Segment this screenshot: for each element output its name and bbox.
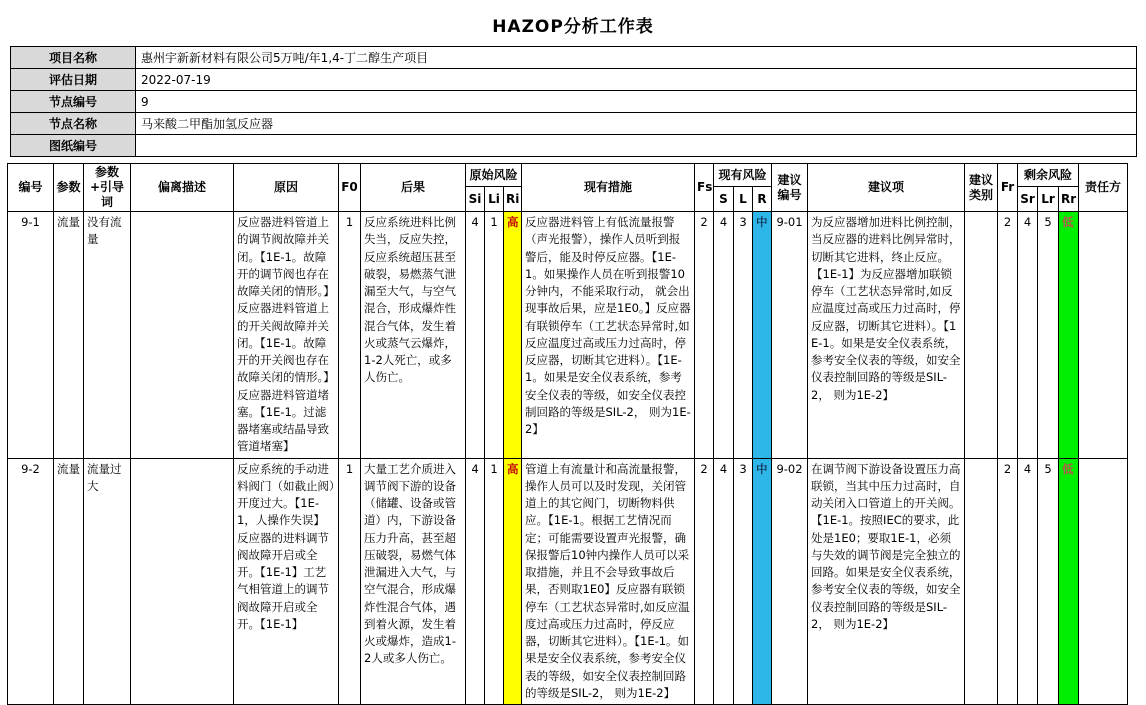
- cell-measures: 反应器进料管上有低流量报警（声光报警），操作人员听到报警后，能及时停反应器。【1E-1。如果操作人员在听到报警10分钟内，不能采取行动， 就会出现事故后果，应是1E0。】反应器有联锁停车（工艺状态异常时,如反应温度过高或压力过高时，停反应器，切断其它进料）。【1E-1。如果是安全仪表系统，参考安全仪表的等级，如安全仪表控制回路的等级是SIL-2， 则为1E-2】: [522, 212, 695, 459]
- cell-param: 流量: [54, 458, 84, 705]
- cell-r-risk-badge: 中: [753, 212, 772, 459]
- cell-fr: 2: [998, 458, 1018, 705]
- col-header-measures: 现有措施: [522, 164, 695, 212]
- cell-fs: 2: [695, 458, 714, 705]
- cell-si: 4: [466, 212, 485, 459]
- cell-f0: 1: [339, 458, 361, 705]
- cell-s: 4: [714, 212, 734, 459]
- hazop-row-9-1: [8, 212, 1128, 459]
- cell-li: 1: [485, 458, 504, 705]
- cell-lr: 5: [1038, 458, 1059, 705]
- col-header-residual-risk: 剩余风险: [1018, 164, 1079, 187]
- info-row-node-name: [11, 113, 1137, 135]
- col-header-f0: F0: [339, 164, 361, 212]
- hazop-worksheet-table: [7, 163, 1128, 705]
- project-info-table: [10, 46, 1137, 157]
- col-header-rec-no: 建议编号: [772, 164, 808, 212]
- cell-deviation: [131, 212, 234, 459]
- info-row-project-name: [11, 47, 1137, 69]
- col-header-param: 参数: [54, 164, 84, 212]
- col-header-l: L: [734, 187, 753, 212]
- node-name-label: 节点名称: [11, 113, 136, 135]
- cell-rr-risk-badge: 低: [1059, 212, 1079, 459]
- cell-sr: 4: [1018, 458, 1038, 705]
- cell-guideword: 流量过大: [84, 458, 131, 705]
- cell-lr: 5: [1038, 212, 1059, 459]
- col-header-responsible: 责任方: [1079, 164, 1128, 212]
- col-header-no: 编号: [8, 164, 54, 212]
- drawing-number-value: [136, 135, 1137, 157]
- col-header-consequence: 后果: [361, 164, 466, 212]
- cell-li: 1: [485, 212, 504, 459]
- cell-no: 9-1: [8, 212, 54, 459]
- cell-rr-risk-badge: 低: [1059, 458, 1079, 705]
- cell-param: 流量: [54, 212, 84, 459]
- info-row-assessment-date: [11, 69, 1137, 91]
- assessment-date-label: 评估日期: [11, 69, 136, 91]
- header-row-top: [8, 164, 1128, 187]
- cell-s: 4: [714, 458, 734, 705]
- cell-l: 3: [734, 458, 753, 705]
- cell-consequence: 反应系统进料比例失当，反应失控，反应系统超压甚至破裂，易燃蒸气泄漏至大气，与空气混合，形成爆炸性混合气体，发生着火或蒸气云爆炸，1-2人死亡，或多人伤亡。: [361, 212, 466, 459]
- cell-cause: 反应系统的手动进料阀门（如截止阀）开度过大。【1E-1，人操作失误】反应器的进料调节阀故障开启或全开。【1E-1】工艺气相管道上的调节阀故障开启或全开。【1E-1】: [234, 458, 339, 705]
- col-header-recommendation: 建议项: [808, 164, 965, 212]
- page-title: HAZOP分析工作表: [492, 17, 654, 37]
- col-header-si: Si: [466, 187, 485, 212]
- col-header-rec-category: 建议类别: [965, 164, 998, 212]
- cell-consequence: 大量工艺介质进入调节阀下游的设备（储罐、设备或管道）内，下游设备压力升高，甚至超压破裂，易燃气体泄漏进入大气，与空气混合，形成爆炸性混合气体，遇到着火源，发生着火或爆炸，造成1-2人或多人伤亡。: [361, 458, 466, 705]
- cell-measures: 管道上有流量计和高流量报警，操作人员可以及时发现，关闭管道上的其它阀门，切断物料供应。【1E-1。根据工艺情况而定；可能需要设置声光报警，确保报警后10钟内操作人员可以采取措施，并且不会导致事故后果，否则取1E0】反应器有联锁停车（工艺状态异常时,如反应温度过高或压力过高时，停反应器，切断其它进料）。【1E-1。如果是安全仪表系统，参考安全仪表的等级，如安全仪表控制回路的等级是SIL-2， 则为1E-2】: [522, 458, 695, 705]
- col-header-s: S: [714, 187, 734, 212]
- assessment-date-value: 2022-07-19: [136, 69, 1137, 91]
- col-header-cause: 原因: [234, 164, 339, 212]
- cell-f0: 1: [339, 212, 361, 459]
- cell-rec-category: [965, 458, 998, 705]
- col-header-fs: Fs: [695, 164, 714, 212]
- node-name-value: 马来酸二甲酯加氢反应器: [136, 113, 1137, 135]
- project-name-label: 项目名称: [11, 47, 136, 69]
- col-header-guideword: 参数+引导词: [84, 164, 131, 212]
- col-header-fr: Fr: [998, 164, 1018, 212]
- node-number-value: 9: [136, 91, 1137, 113]
- cell-responsible: [1079, 458, 1128, 705]
- col-header-lr: Lr: [1038, 187, 1059, 212]
- info-row-drawing-number: [11, 135, 1137, 157]
- col-header-current-risk: 现有风险: [714, 164, 772, 187]
- col-header-sr: Sr: [1018, 187, 1038, 212]
- hazop-row-9-2: [8, 458, 1128, 705]
- cell-ri-risk-badge: 高: [504, 212, 522, 459]
- col-header-r: R: [753, 187, 772, 212]
- cell-fs: 2: [695, 212, 714, 459]
- cell-fr: 2: [998, 212, 1018, 459]
- cell-si: 4: [466, 458, 485, 705]
- cell-no: 9-2: [8, 458, 54, 705]
- drawing-number-label: 图纸编号: [11, 135, 136, 157]
- cell-ri-risk-badge: 高: [504, 458, 522, 705]
- project-name-value: 惠州宇新新材料有限公司5万吨/年1,4-丁二醇生产项目: [136, 47, 1137, 69]
- cell-responsible: [1079, 212, 1128, 459]
- cell-recommendation: 在调节阀下游设备设置压力高联锁，当其中压力过高时，自动关闭入口管道上的开关阀。【1E-1。按照IEC的要求，此处是1E0；要取1E-1，必须与失效的调节阀是完全独立的回路。如果是安全仪表系统，参考安全仪表的等级，如安全仪表控制回路的等级是SIL-2， 则为1E-2】: [808, 458, 965, 705]
- cell-guideword: 没有流量: [84, 212, 131, 459]
- col-header-li: Li: [485, 187, 504, 212]
- cell-l: 3: [734, 212, 753, 459]
- cell-recommendation: 为反应器增加进料比例控制，当反应器的进料比例异常时，切断其它进料，终止反应。【1E-1】为反应器增加联锁停车（工艺状态异常时,如反应温度过高或压力过高时，停反应器，切断其它进料）。【1E-1。如果是安全仪表系统，参考安全仪表的等级，如安全仪表控制回路的等级是SIL-2， 则为1E-2】: [808, 212, 965, 459]
- cell-sr: 4: [1018, 212, 1038, 459]
- col-header-initial-risk: 原始风险: [466, 164, 522, 187]
- cell-deviation: [131, 458, 234, 705]
- cell-rec-category: [965, 212, 998, 459]
- cell-r-risk-badge: 中: [753, 458, 772, 705]
- cell-rec-no: 9-01: [772, 212, 808, 459]
- col-header-ri: Ri: [504, 187, 522, 212]
- cell-cause: 反应器进料管道上的调节阀故障并关闭。【1E-1。故障开的调节阀也存在故障关闭的情形。】反应器进料管道上的开关阀故障并关闭。【1E-1。故障开的开关阀也存在故障关闭的情形。】反应器进料管道堵塞。【1E-1。过滤器堵塞或结晶导致管道堵塞】: [234, 212, 339, 459]
- col-header-rr: Rr: [1059, 187, 1079, 212]
- col-header-deviation: 偏离描述: [131, 164, 234, 212]
- cell-rec-no: 9-02: [772, 458, 808, 705]
- info-row-node-number: [11, 91, 1137, 113]
- node-number-label: 节点编号: [11, 91, 136, 113]
